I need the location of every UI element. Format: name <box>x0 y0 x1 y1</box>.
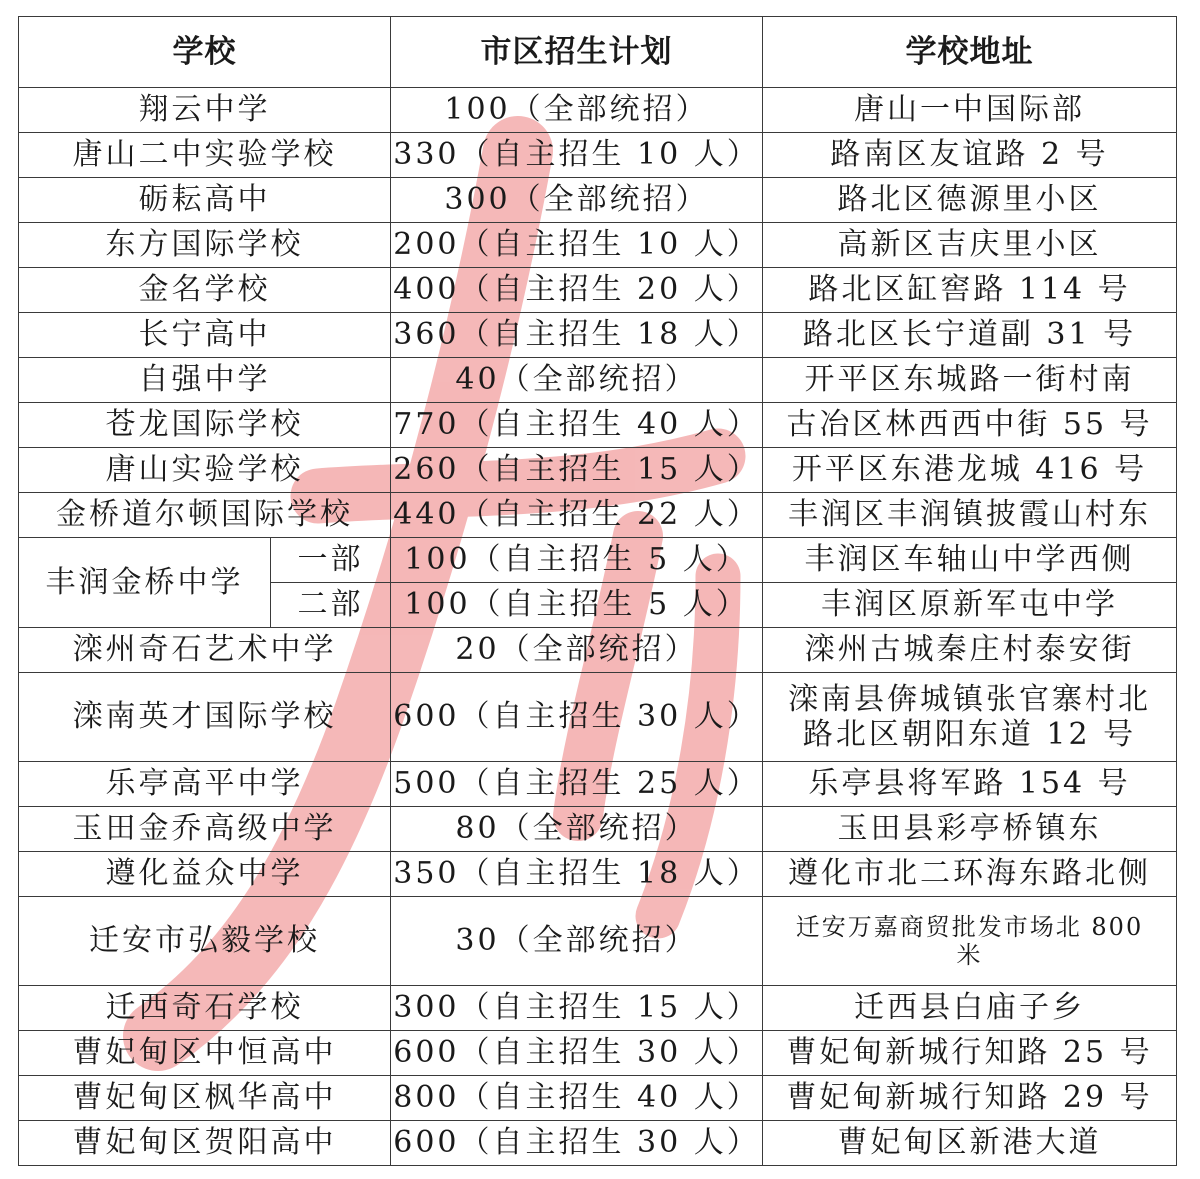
school-name-cell: 曹妃甸区中恒高中 <box>19 1031 391 1076</box>
table-row <box>19 538 1177 583</box>
school-address-cell: 玉田县彩亭桥镇东 <box>763 807 1177 852</box>
enrollment-plan-cell: 30（全部统招） <box>391 897 763 986</box>
school-address-cell: 丰润区丰润镇披霞山村东 <box>763 493 1177 538</box>
address-line: 迁安万嘉商贸批发市场北 800 <box>795 912 1144 941</box>
school-address-cell: 丰润区车轴山中学西侧 <box>763 538 1177 583</box>
school-address-cell: 开平区东港龙城 416 号 <box>763 448 1177 493</box>
school-name-cell: 长宁高中 <box>19 313 391 358</box>
school-address-cell: 古冶区林西西中街 55 号 <box>763 403 1177 448</box>
school-name-cell: 滦州奇石艺术中学 <box>19 628 391 673</box>
school-address-cell: 遵化市北二环海东路北侧 <box>763 852 1177 897</box>
enrollment-plan-cell: 500（自主招生 25 人） <box>391 762 763 807</box>
school-address-cell: 路北区缸窖路 114 号 <box>763 268 1177 313</box>
campus-part-cell: 二部 <box>271 583 391 628</box>
school-address-cell: 迁西县白庙子乡 <box>763 986 1177 1031</box>
enrollment-plan-cell: 330（自主招生 10 人） <box>391 133 763 178</box>
enrollment-plan-cell: 80（全部统招） <box>391 807 763 852</box>
table-row <box>19 493 1177 538</box>
table-row <box>19 448 1177 493</box>
school-name-cell: 东方国际学校 <box>19 223 391 268</box>
school-address-cell: 开平区东城路一街村南 <box>763 358 1177 403</box>
school-address-cell: 乐亭县将军路 154 号 <box>763 762 1177 807</box>
school-name-cell: 唐山二中实验学校 <box>19 133 391 178</box>
school-name-cell: 滦南英才国际学校 <box>19 673 391 762</box>
school-name-cell: 迁西奇石学校 <box>19 986 391 1031</box>
table-row <box>19 178 1177 223</box>
enrollment-plan-cell: 350（自主招生 18 人） <box>391 852 763 897</box>
school-name-cell: 金名学校 <box>19 268 391 313</box>
address-line: 滦南县倴城镇张官寨村北 <box>788 681 1151 717</box>
header-plan: 市区招生计划 <box>391 17 763 88</box>
enrollment-plan-cell: 770（自主招生 40 人） <box>391 403 763 448</box>
enrollment-plan-cell: 600（自主招生 30 人） <box>391 1121 763 1166</box>
school-address-cell: 路北区长宁道副 31 号 <box>763 313 1177 358</box>
table-row <box>19 1121 1177 1166</box>
campus-part-cell: 一部 <box>271 538 391 583</box>
table-row <box>19 852 1177 897</box>
enrollment-plan-cell: 100（全部统招） <box>391 88 763 133</box>
school-address-cell <box>763 897 1177 986</box>
school-name-cell: 玉田金乔高级中学 <box>19 807 391 852</box>
school-address-cell <box>763 673 1177 762</box>
school-name-cell: 苍龙国际学校 <box>19 403 391 448</box>
school-name-cell: 金桥道尔顿国际学校 <box>19 493 391 538</box>
table-row <box>19 1031 1177 1076</box>
enrollment-plan-cell: 440（自主招生 22 人） <box>391 493 763 538</box>
school-address-cell: 路南区友谊路 2 号 <box>763 133 1177 178</box>
school-address-cell: 滦州古城秦庄村泰安街 <box>763 628 1177 673</box>
table-row <box>19 403 1177 448</box>
enrollment-plan-cell: 400（自主招生 20 人） <box>391 268 763 313</box>
school-address-cell: 丰润区原新军屯中学 <box>763 583 1177 628</box>
address-line: 米 <box>956 941 983 969</box>
school-address-cell: 曹妃甸新城行知路 25 号 <box>763 1031 1177 1076</box>
table-body <box>19 88 1177 1166</box>
table-row <box>19 268 1177 313</box>
school-address-cell: 高新区吉庆里小区 <box>763 223 1177 268</box>
school-address-cell: 曹妃甸区新港大道 <box>763 1121 1177 1166</box>
enrollment-plan-cell: 360（自主招生 18 人） <box>391 313 763 358</box>
table-row <box>19 1076 1177 1121</box>
school-name-cell: 唐山实验学校 <box>19 448 391 493</box>
enrollment-plan-cell: 300（自主招生 15 人） <box>391 986 763 1031</box>
enrollment-plan-cell: 100（自主招生 5 人） <box>391 538 763 583</box>
header-address: 学校地址 <box>763 17 1177 88</box>
school-name-cell: 丰润金桥中学 <box>19 538 271 628</box>
enrollment-plan-cell: 800（自主招生 40 人） <box>391 1076 763 1121</box>
school-name-cell: 遵化益众中学 <box>19 852 391 897</box>
table-row <box>19 313 1177 358</box>
school-name-cell: 翔云中学 <box>19 88 391 133</box>
table-row <box>19 133 1177 178</box>
school-name-cell: 自强中学 <box>19 358 391 403</box>
enrollment-plan-cell: 100（自主招生 5 人） <box>391 583 763 628</box>
school-address-cell: 路北区德源里小区 <box>763 178 1177 223</box>
enrollment-table <box>18 16 1177 1166</box>
table-row <box>19 88 1177 133</box>
header-school: 学校 <box>19 17 391 88</box>
school-name-cell: 砺耘高中 <box>19 178 391 223</box>
table-row <box>19 673 1177 762</box>
enrollment-plan-cell: 20（全部统招） <box>391 628 763 673</box>
enrollment-plan-cell: 200（自主招生 10 人） <box>391 223 763 268</box>
enrollment-plan-cell: 600（自主招生 30 人） <box>391 1031 763 1076</box>
enrollment-plan-cell: 600（自主招生 30 人） <box>391 673 763 762</box>
table-container <box>18 16 1176 1166</box>
table-row <box>19 628 1177 673</box>
school-name-cell: 曹妃甸区贺阳高中 <box>19 1121 391 1166</box>
table-row <box>19 897 1177 986</box>
school-name-cell: 迁安市弘毅学校 <box>19 897 391 986</box>
table-row <box>19 358 1177 403</box>
school-address-cell: 唐山一中国际部 <box>763 88 1177 133</box>
school-name-cell: 曹妃甸区枫华高中 <box>19 1076 391 1121</box>
table-row <box>19 986 1177 1031</box>
address-line: 路北区朝阳东道 12 号 <box>802 717 1137 752</box>
table-row <box>19 807 1177 852</box>
enrollment-plan-cell: 40（全部统招） <box>391 358 763 403</box>
enrollment-plan-cell: 260（自主招生 15 人） <box>391 448 763 493</box>
table-row <box>19 223 1177 268</box>
school-name-cell: 乐亭高平中学 <box>19 762 391 807</box>
enrollment-plan-cell: 300（全部统招） <box>391 178 763 223</box>
table-row <box>19 762 1177 807</box>
school-address-cell: 曹妃甸新城行知路 29 号 <box>763 1076 1177 1121</box>
